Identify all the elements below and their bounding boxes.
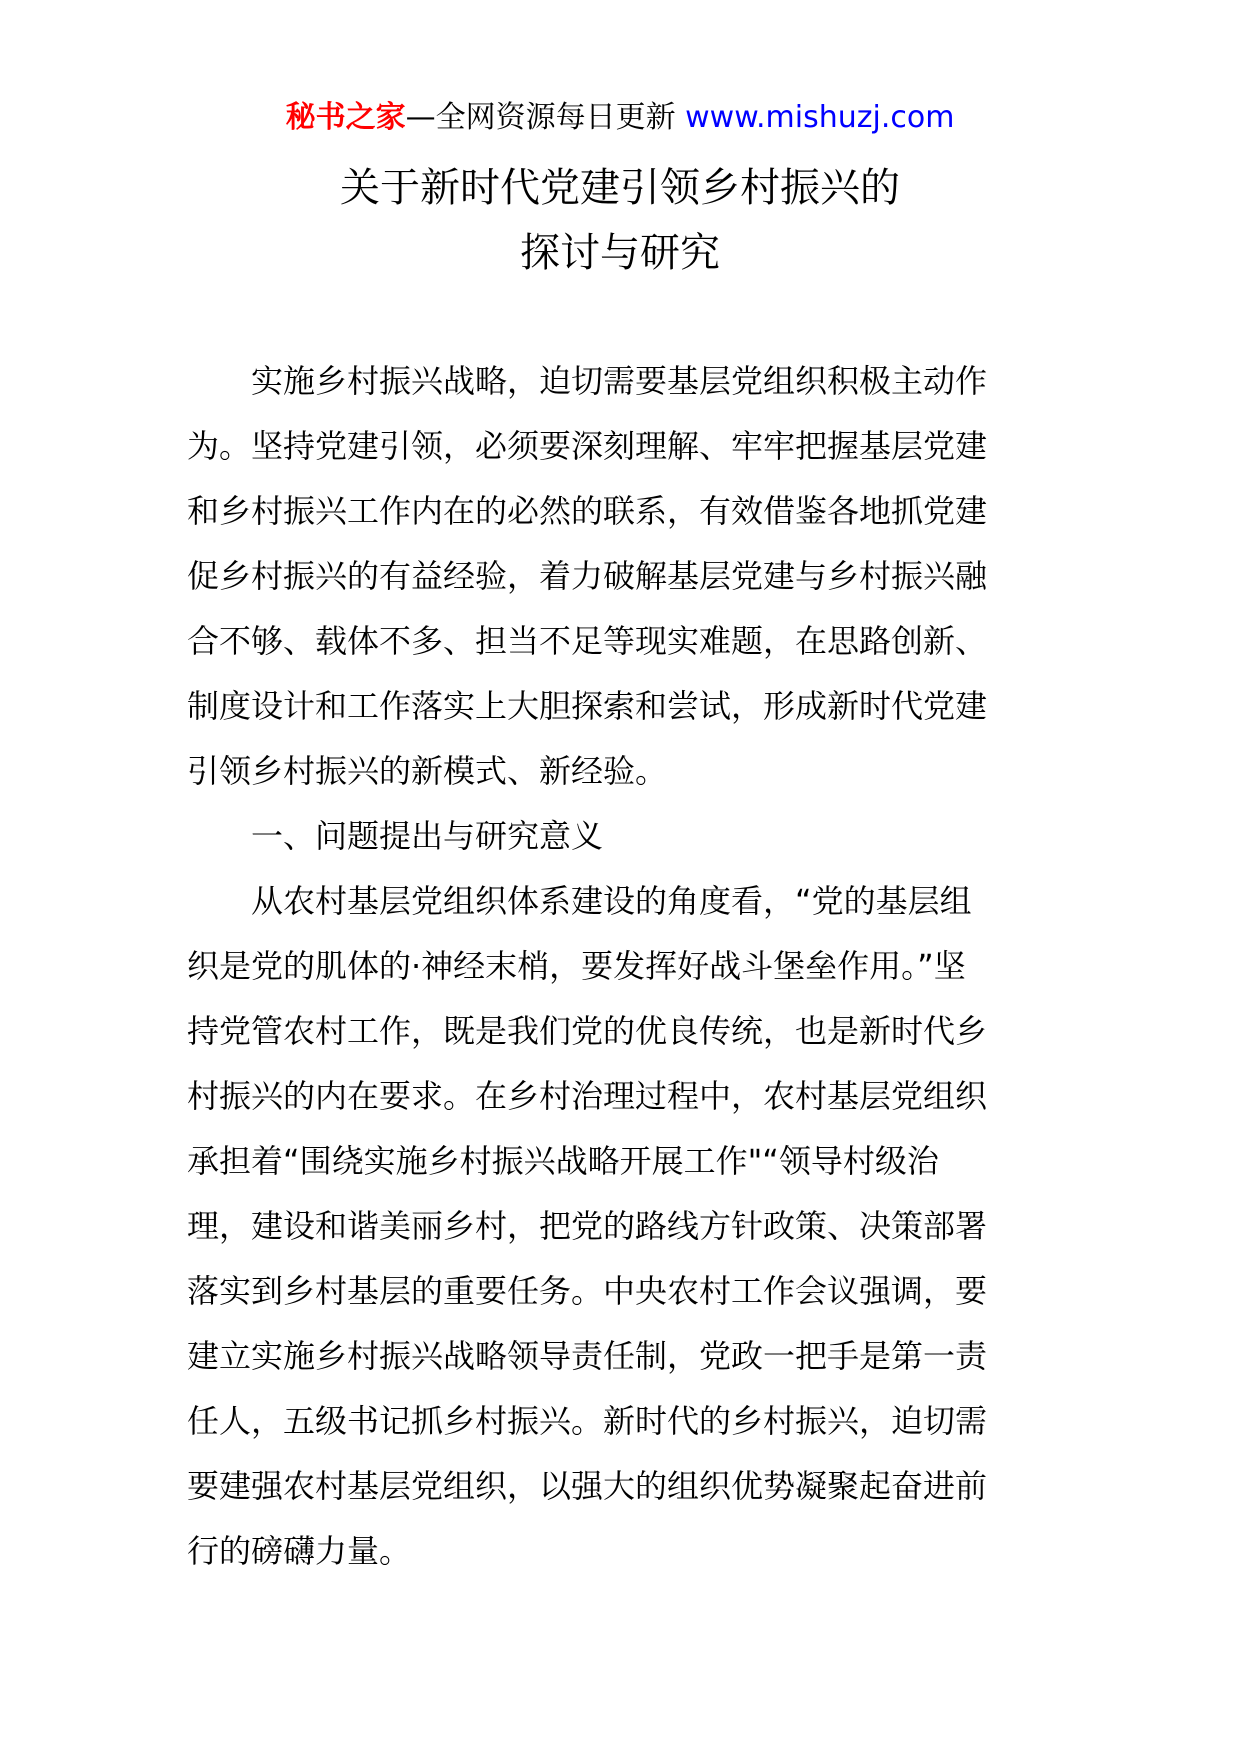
- paragraph-line: 合不够、载体不多、担当不足等现实难题，在思路创新、: [187, 622, 988, 660]
- paragraph-line: 村振兴的内在要求。在乡村治理过程中，农村基层党组织: [187, 1077, 988, 1115]
- paragraph-line: 要建强农村基层党组织，以强大的组织优势凝聚起奋进前: [187, 1467, 988, 1505]
- paragraph-line: 从农村基层党组织体系建设的角度看，“党的基层组: [251, 882, 972, 920]
- paragraph-line: 建立实施乡村振兴战略领导责任制，党政一把手是第一责: [187, 1337, 988, 1375]
- paragraph-line: 为。坚持党建引领，必须要深刻理解、牢牢把握基层党建: [187, 427, 988, 465]
- brand-name: 秘书之家: [285, 100, 406, 135]
- site-url-link[interactable]: www.mishuzj.com: [685, 100, 955, 135]
- paragraph-line: 承担着“围绕实施乡村振兴战略开展工作"“领导村级治: [187, 1142, 939, 1180]
- paragraph-line: 促乡村振兴的有益经验，着力破解基层党建与乡村振兴融: [187, 557, 988, 595]
- paragraph-line: 实施乡村振兴战略，迫切需要基层党组织积极主动作: [251, 362, 988, 400]
- document-title-line-2: 探讨与研究: [520, 230, 720, 276]
- site-header: [0, 98, 1240, 138]
- header-tagline: —全网资源每日更新: [405, 100, 676, 135]
- paragraph-line: 织是党的肌体的·神经末梢，要发挥好战斗堡垒作用。”坚: [187, 947, 966, 985]
- paragraph-line: 行的磅礴力量。: [187, 1532, 412, 1570]
- paragraph-line: 任人，五级书记抓乡村振兴。新时代的乡村振兴，迫切需: [187, 1402, 988, 1440]
- paragraph-line: 持党管农村工作，既是我们党的优良传统，也是新时代乡: [187, 1012, 988, 1050]
- paragraph-line: 引领乡村振兴的新模式、新经验。: [187, 752, 668, 790]
- section-heading: 一、问题提出与研究意义: [251, 817, 604, 855]
- document-title-line-1: 关于新时代党建引领乡村振兴的: [340, 165, 900, 211]
- paragraph-line: 落实到乡村基层的重要任务。中央农村工作会议强调，要: [187, 1272, 988, 1310]
- paragraph-line: 理，建设和谐美丽乡村，把党的路线方针政策、决策部署: [187, 1207, 988, 1245]
- document-body: [187, 356, 1051, 1591]
- paragraph-line: 和乡村振兴工作内在的必然的联系，有效借鉴各地抓党建: [187, 492, 988, 530]
- paragraph-line: 制度设计和工作落实上大胆探索和尝试，形成新时代党建: [187, 687, 988, 725]
